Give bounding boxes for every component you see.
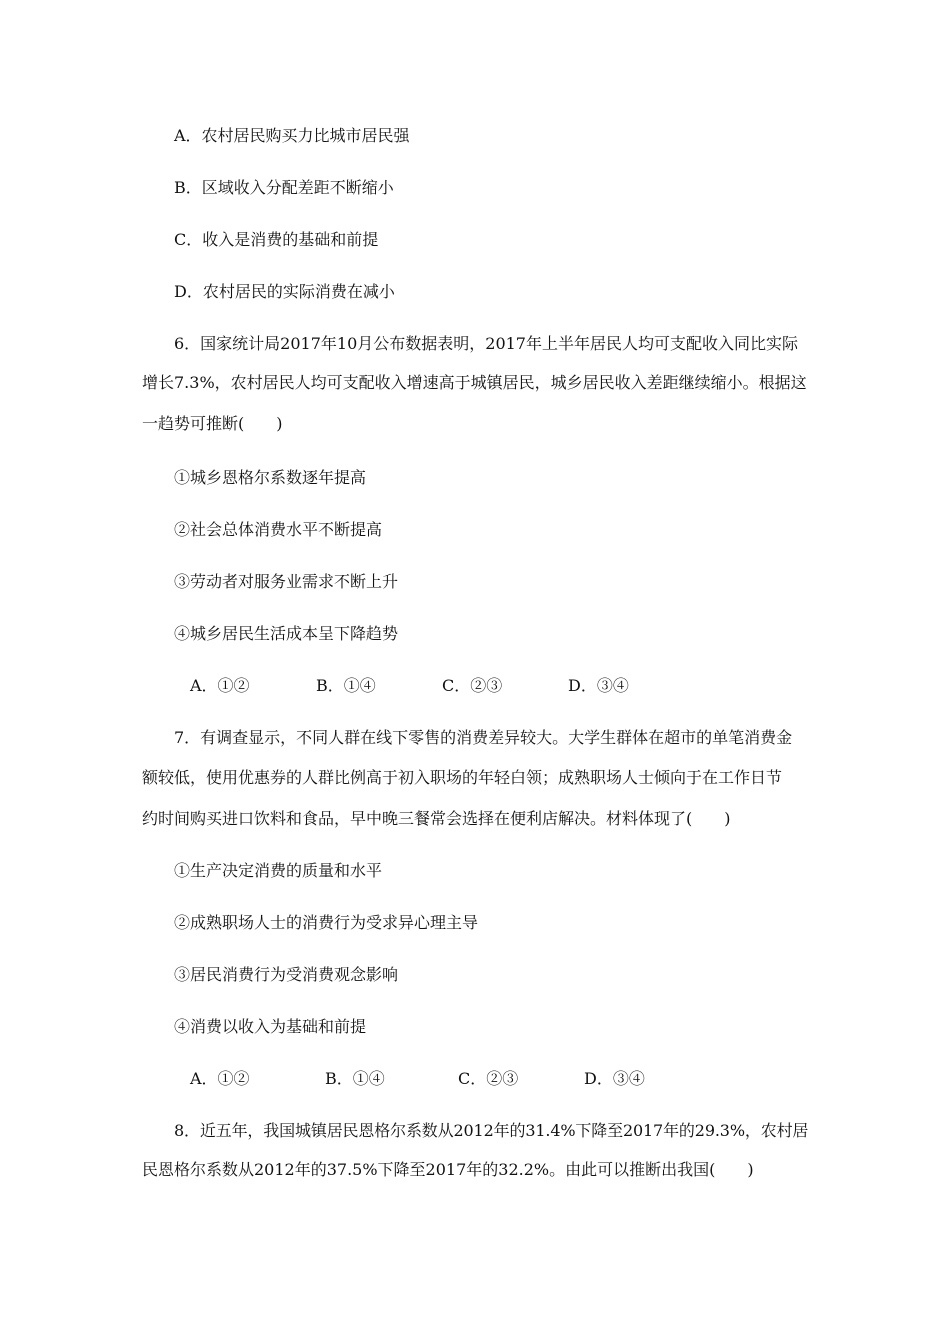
q6-stem-line-1: 6．国家统计局2017年10月公布数据表明，2017年上半年居民人均可支配收入同比实际 <box>174 334 798 353</box>
q6-choice-b: B．①④ <box>316 676 376 695</box>
q6-item-1: ①城乡恩格尔系数逐年提高 <box>174 468 367 487</box>
q6-choice-c: C．②③ <box>442 676 503 695</box>
q7-stem-line-1: 7．有调查显示，不同人群在线下零售的消费差异较大。大学生群体在超市的单笔消费金 <box>174 728 793 747</box>
q7-choice-d: D．③④ <box>584 1069 645 1088</box>
q5-option-c: C．收入是消费的基础和前提 <box>174 230 379 249</box>
q6-stem-line-2: 增长7.3%，农村居民人均可支配收入增速高于城镇居民，城乡居民收入差距继续缩小。根据这 <box>142 373 807 392</box>
q6-stem-line-3: 一趋势可推断( ) <box>142 414 283 433</box>
q7-stem-line-2: 额较低，使用优惠券的人群比例高于初入职场的年轻白领；成熟职场人士倾向于在工作日节 <box>142 768 783 787</box>
q6-item-4: ④城乡居民生活成本呈下降趋势 <box>174 624 399 643</box>
q6-choice-d: D．③④ <box>568 676 629 695</box>
q5-option-b: B．区域收入分配差距不断缩小 <box>174 178 394 197</box>
q5-option-d: D．农村居民的实际消费在减小 <box>174 282 395 301</box>
q6-choice-a: A．①② <box>190 676 250 695</box>
q6-item-3: ③劳动者对服务业需求不断上升 <box>174 572 399 591</box>
q5-option-a: A．农村居民购买力比城市居民强 <box>174 126 410 145</box>
q7-item-3: ③居民消费行为受消费观念影响 <box>174 965 399 984</box>
q7-item-1: ①生产决定消费的质量和水平 <box>174 861 383 880</box>
q8-stem-line-2: 民恩格尔系数从2012年的37.5%下降至2017年的32.2%。由此可以推断出我国( ) <box>142 1160 754 1179</box>
q7-choice-b: B．①④ <box>325 1069 385 1088</box>
q8-stem-line-1: 8．近五年，我国城镇居民恩格尔系数从2012年的31.4%下降至2017年的29.3%，农村居 <box>174 1121 809 1140</box>
q7-item-4: ④消费以收入为基础和前提 <box>174 1017 367 1036</box>
q7-item-2: ②成熟职场人士的消费行为受求异心理主导 <box>174 913 479 932</box>
q7-stem-line-3: 约时间购买进口饮料和食品，早中晚三餐常会选择在便利店解决。材料体现了( ) <box>142 809 731 828</box>
q6-item-2: ②社会总体消费水平不断提高 <box>174 520 383 539</box>
q7-choice-a: A．①② <box>190 1069 250 1088</box>
q7-choice-c: C．②③ <box>458 1069 519 1088</box>
